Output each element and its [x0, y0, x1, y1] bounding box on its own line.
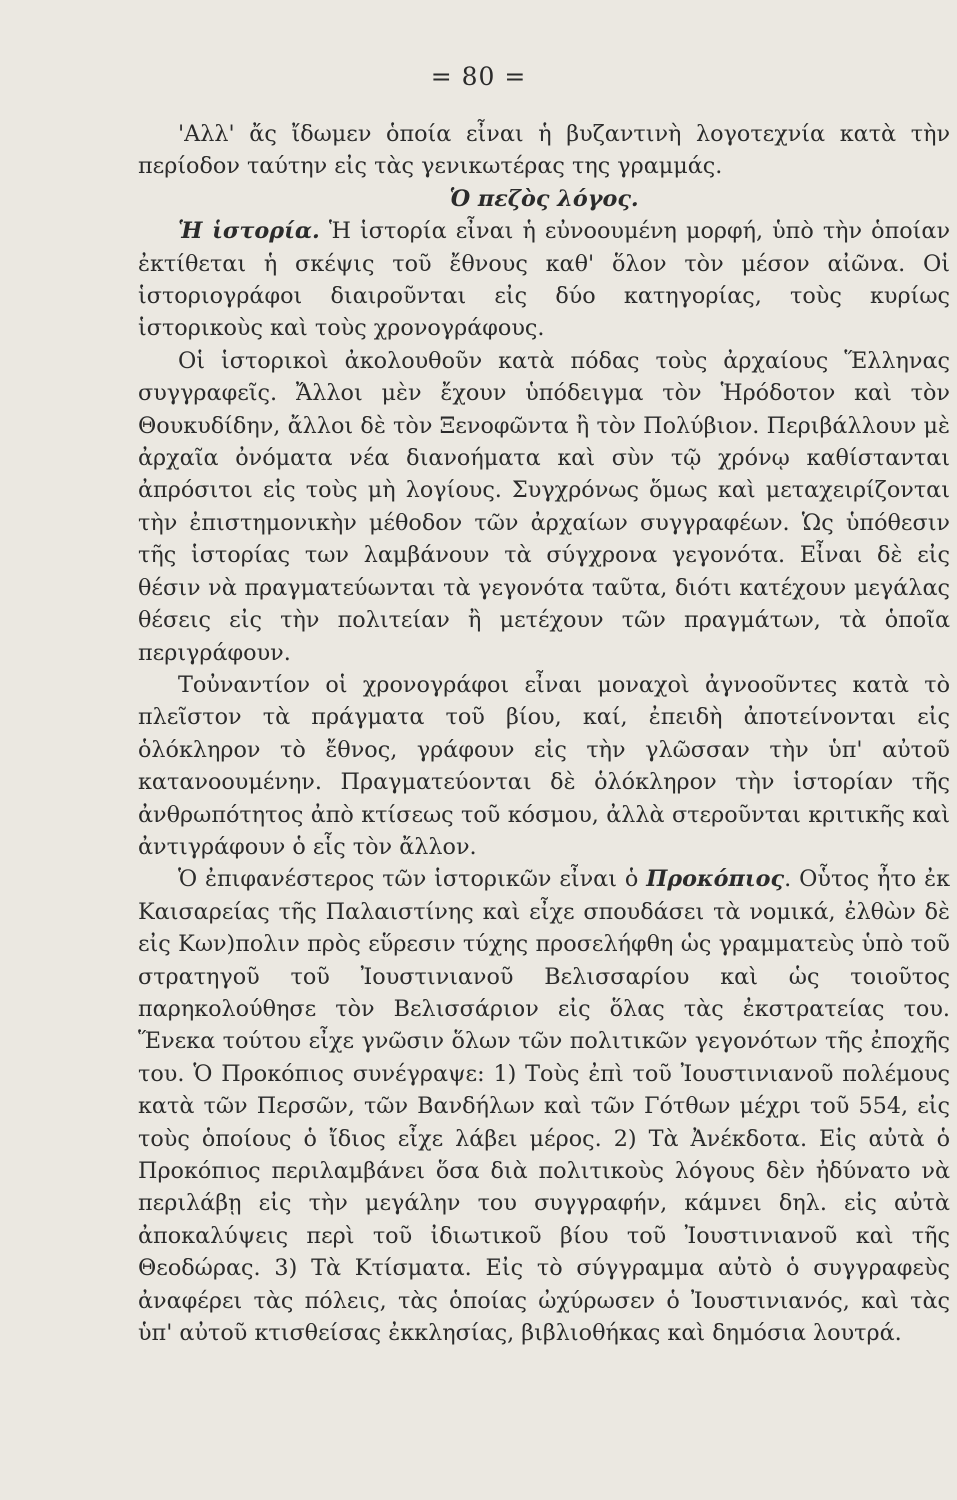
history-paragraph-3: Τοὐναντίον οἱ χρονογράφοι εἶναι μοναχοὶ ἀγνοοῦντες κατὰ τὸ πλεῖστον τὰ πράγματα τοῦ βίου, καί, ἐπειδὴ ἀποτείνονται εἰς ὁλόκληρον τὸ ἔθνος, γράφουν εἰς τὴν γλῶσσαν τὴν ὑπ' αὐτοῦ κατανοουμένην. Πραγματεύονται δὲ ὁλόκληρον τὴν ἱστορίαν τῆς ἀνθρωπότητος ἀπὸ κτίσεως τοῦ κόσμου, ἀλλὰ στεροῦνται κριτικῆς καὶ ἀντιγράφουν ὁ εἷς τὸν ἄλλον.	[138, 671, 950, 860]
section-title: Ὁ πεζὸς λόγος.	[449, 185, 639, 212]
page-number: = 80 =	[430, 62, 527, 91]
body-text	[138, 118, 950, 1349]
history-paragraph-4-text: . Οὗτος ἦτο ἐκ Καισαρείας τῆς Παλαιστίνης καὶ εἶχε σπουδάσει τὰ νομικά, ἐλθὼν δὲ εἰς Κων)πολιν πρὸς εὕρεσιν τύχης προσελήφθη ὡς γραμματεὺς ὑπὸ τοῦ στρατηγοῦ τοῦ Ἰουστινιανοῦ Βελισσαρίου καὶ ὡς τοιοῦτος παρηκολούθησε τὸν Βελισσάριον εἰς ὅλας τὰς ἐκστρατείας του. Ἕνεκα τούτου εἶχε γνῶσιν ὅλων τῶν πολιτικῶν γεγονότων τῆς ἐποχῆς του. Ὁ Προκόπιος συνέγραψε: 1) Τοὺς ἐπὶ τοῦ Ἰουστινιανοῦ πολέμους κατὰ τῶν Περσῶν, τῶν Βανδήλων καὶ τῶν Γότθων μέχρι τοῦ 554, εἰς τοὺς ὁποίους ὁ ἴδιος εἶχε λάβει μέρος. 2) Τὰ Ἀνέκδοτα. Εἰς αὐτὰ ὁ Προκόπιος περιλαμβάνει ὅσα διὰ πολιτικοὺς λόγους δὲν ἠδύνατο νὰ περιλάβῃ εἰς τὴν μεγάλην του συγγραφήν, κάμνει δηλ. εἰς αὐτὰ ἀποκαλύψεις περὶ τοῦ ἰδιωτικοῦ βίου τοῦ Ἰουστινιανοῦ καὶ τῆς Θεοδώρας. 3) Τὰ Κτίσματα. Εἰς τὸ σύγγραμμα αὐτὸ ὁ συγγραφεὺς ἀναφέρει τὰς πόλεις, τὰς ὁποίας ὠχύρωσεν ὁ Ἰουστινιανός, καὶ τὰς ὑπ' αὐτοῦ κτισθείσας ἐκκλησίας, βιβλιοθήκας καὶ δημόσια λουτρά.	[138, 866, 951, 1347]
history-paragraph-2: Οἱ ἱστορικοὶ ἀκολουθοῦν κατὰ πόδας τοὺς ἀρχαίους Ἕλληνας συγγραφεῖς. Ἄλλοι μὲν ἔχουν ὑπόδειγμα τὸν Ἡρόδοτον καὶ τὸν Θουκυδίδην, ἄλλοι δὲ τὸν Ξενοφῶντα ἢ τὸν Πολύβιον. Περιβάλλουν μὲ ἀρχαῖα ὀνόματα νέα διανοήματα καὶ σὺν τῷ χρόνῳ καθίστανται ἀπρόσιτοι εἰς τοὺς μὴ λογίους. Συγχρόνως ὅμως καὶ μεταχειρίζονται τὴν ἐπιστημονικὴν μέθοδον τῶν ἀρχαίων συγγραφέων. Ὡς ὑπόθεσιν τῆς ἱστορίας των λαμβάνουν τὰ σύγχρονα γεγονότα. Εἶναι δὲ εἰς θέσιν νὰ πραγματεύωνται τὰ γεγονότα ταῦτα, διότι κατέχουν μεγάλας θέσεις εἰς τὴν πολιτείαν ἢ μετέχουν τῶν πραγμάτων, τὰ ὁποῖα περιγράφουν.	[138, 347, 950, 666]
history-subheading: Ἡ ἱστορία.	[178, 218, 320, 245]
procopius-name: Προκόπιος	[646, 866, 785, 893]
history-paragraph-4	[138, 863, 950, 1349]
history-paragraph-4-start: Ὁ ἐπιφανέστερος τῶν ἱστορικῶν εἶναι ὁ	[178, 866, 647, 893]
intro-paragraph: 'Αλλ' ἄς ἴδωμεν ὁποία εἶναι ἡ βυζαντινὴ λογοτεχνία κατὰ τὴν περίοδον ταύτην εἰς τὰς γενικωτέρας της γραμμάς.	[138, 121, 950, 180]
history-paragraph-1-text: Ἡ ἱστορία εἶναι ἡ εὐνοουμένη μορφή, ὑπὸ τὴν ὁποίαν ἐκτίθεται ἡ σκέψις τοῦ ἔθνους καθ' ὅλον τὸν μέσον αἰῶνα. Οἱ ἱστοριογράφοι διαιροῦνται εἰς δύο κατηγορίας, τοὺς κυρίως ἱστορικοὺς καὶ τοὺς χρονογράφους.	[138, 218, 950, 342]
history-paragraph-1	[138, 215, 950, 345]
